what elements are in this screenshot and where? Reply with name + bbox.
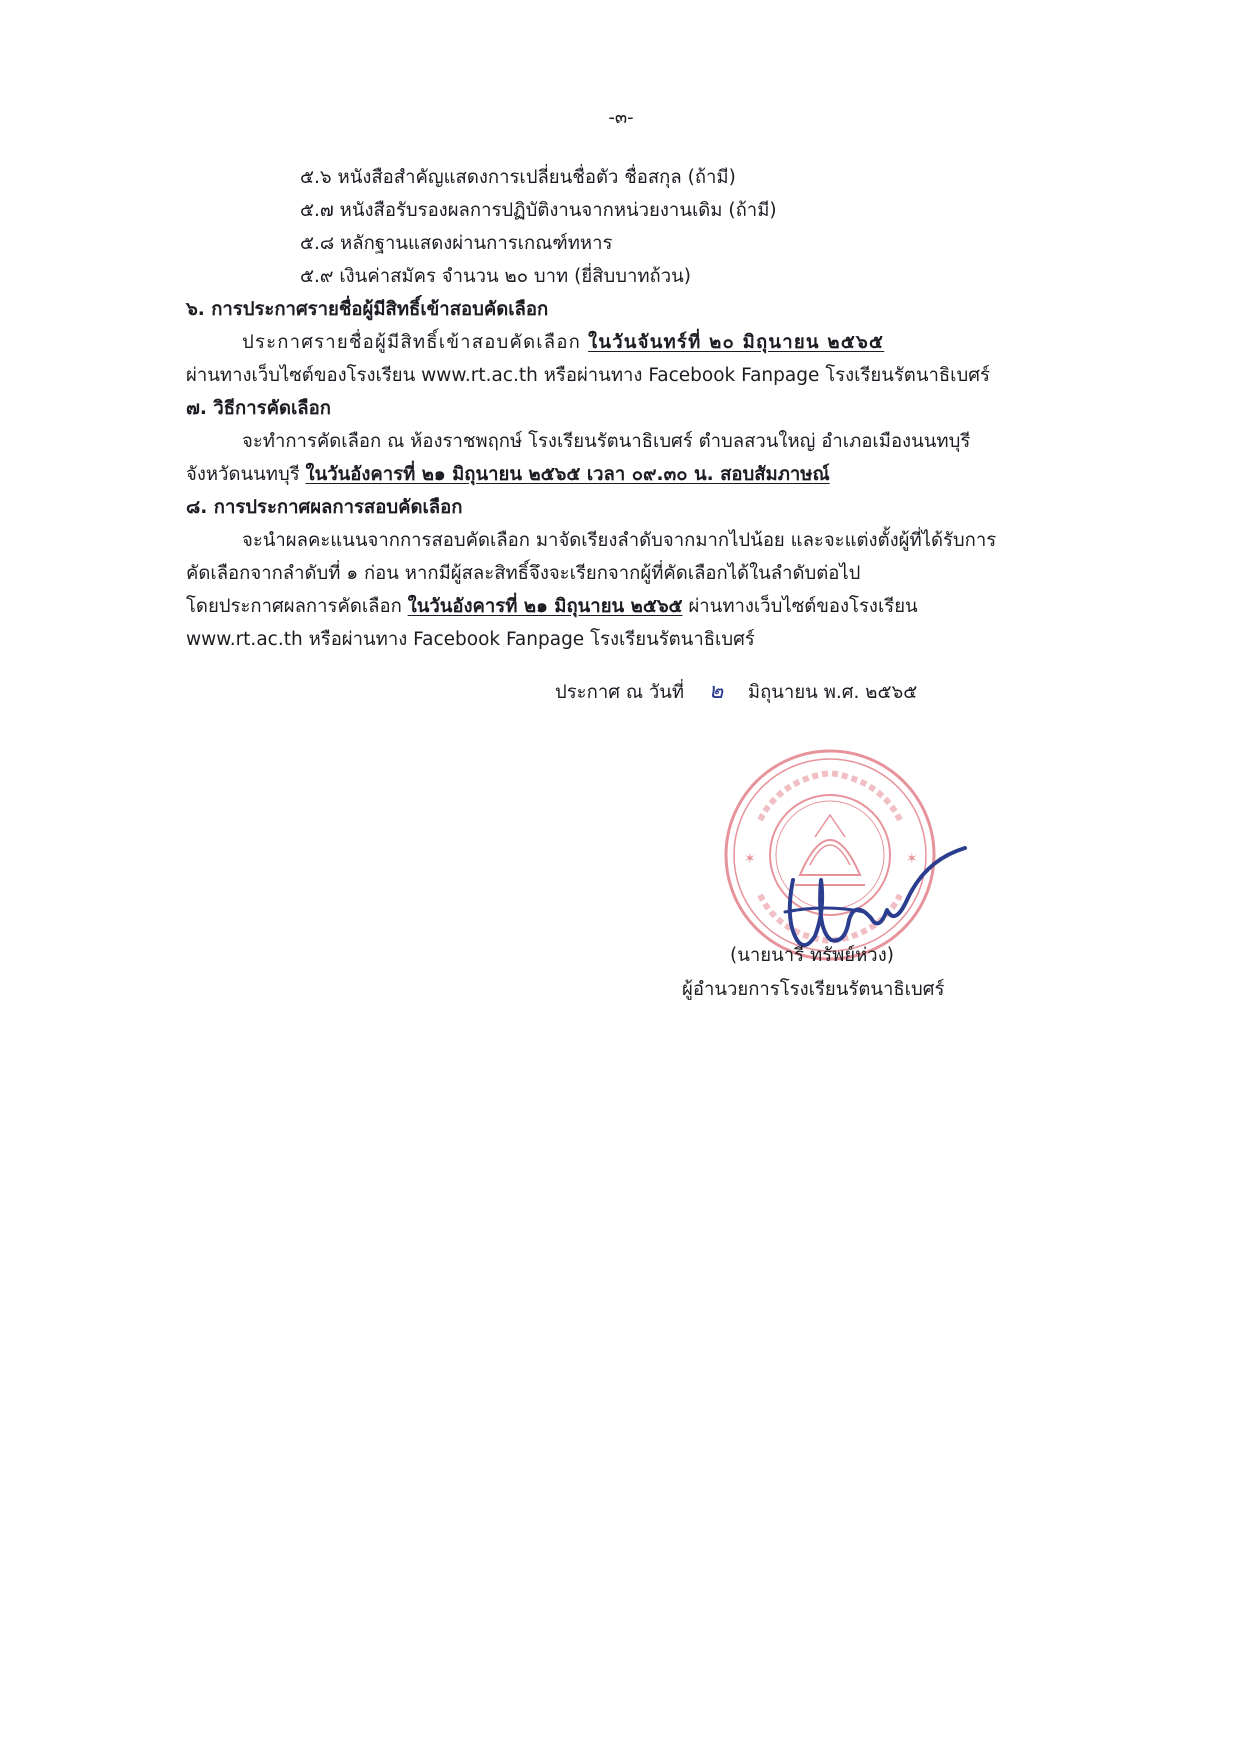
section-8-line-1: จะนำผลคะแนนจากการสอบคัดเลือก มาจัดเรียงลำดับจากมากไปน้อย และจะแต่งตั้งผู้ที่ได้รับการ [242,530,997,551]
section-7-schedule: ในวันอังคารที่ ๒๑ มิถุนายน ๒๕๖๕ เวลา ๐๙.๓๐ น. สอบสัมภาษณ์ [305,464,830,485]
section-8-line-4: www.rt.ac.th หรือผ่านทาง Facebook Fanpage โรงเรียนรัตนาธิเบศร์ [186,629,755,650]
section-7-line-1: จะทำการคัดเลือก ณ ห้องราชพฤกษ์ โรงเรียนรัตนาธิเบศร์ ตำบลสวนใหญ่ อำเภอเมืองนนทบุรี [242,431,971,452]
handwritten-day: ๒ [708,679,724,704]
section-8-date: ในวันอังคารที่ ๒๑ มิถุนายน ๒๕๖๕ [407,596,683,617]
svg-text:✶: ✶ [906,851,918,867]
section-8-text: โดยประกาศผลการคัดเลือก [186,596,408,617]
section-8-text-end: ผ่านทางเว็บไซต์ของโรงเรียน [682,596,918,617]
item-5-9: ๕.๙ เงินค่าสมัคร จำนวน ๒๐ บาท (ยี่สิบบาทถ้วน) [300,266,691,287]
signatory-position: ผู้อำนวยการโรงเรียนรัตนาธิเบศร์ [682,979,945,1000]
section-8-line-3 [186,593,918,621]
section-8-line-2: คัดเลือกจากลำดับที่ ๑ ก่อน หากมีผู้สละสิทธิ์จึงจะเรียกจากผู้ที่คัดเลือกได้ในลำดับต่อไป [186,563,861,584]
section-6-date: ในวันจันทร์ที่ ๒๐ มิถุนายน ๒๕๖๕ [588,332,885,353]
item-5-8: ๕.๘ หลักฐานแสดงผ่านการเกณฑ์ทหาร [300,233,613,254]
section-7-province: จังหวัดนนทบุรี [186,464,306,485]
item-5-6: ๕.๖ หนังสือสำคัญแสดงการเปลี่ยนชื่อตัว ชื่อสกุล (ถ้ามี) [300,167,736,188]
section-6-text: ประกาศรายชื่อผู้มีสิทธิ์เข้าสอบคัดเลือก [242,332,589,353]
announced-prefix: ประกาศ ณ วันที่ [555,682,685,703]
announcement-date-line [555,678,917,707]
section-7-heading: ๗. วิธีการคัดเลือก [186,398,331,419]
section-6-line-2: ผ่านทางเว็บไซต์ของโรงเรียน www.rt.ac.th หรือผ่านทาง Facebook Fanpage โรงเรียนรัตนาธิเบศร์ [186,365,990,386]
section-7-line-2 [186,461,830,489]
page-number: -๓- [608,107,634,128]
section-6-heading: ๖. การประกาศรายชื่อผู้มีสิทธิ์เข้าสอบคัดเลือก [186,299,549,320]
svg-text:✶: ✶ [744,851,756,867]
section-8-heading: ๘. การประกาศผลการสอบคัดเลือก [186,497,463,518]
month-year: มิถุนายน พ.ศ. ๒๕๖๕ [747,682,918,703]
item-5-7: ๕.๗ หนังสือรับรองผลการปฏิบัติงานจากหน่วยงานเดิม (ถ้ามี) [300,200,777,221]
signatory-name: (นายนารี ทรัพย์ห่วง) [730,945,894,966]
section-6-line-1 [242,329,884,357]
